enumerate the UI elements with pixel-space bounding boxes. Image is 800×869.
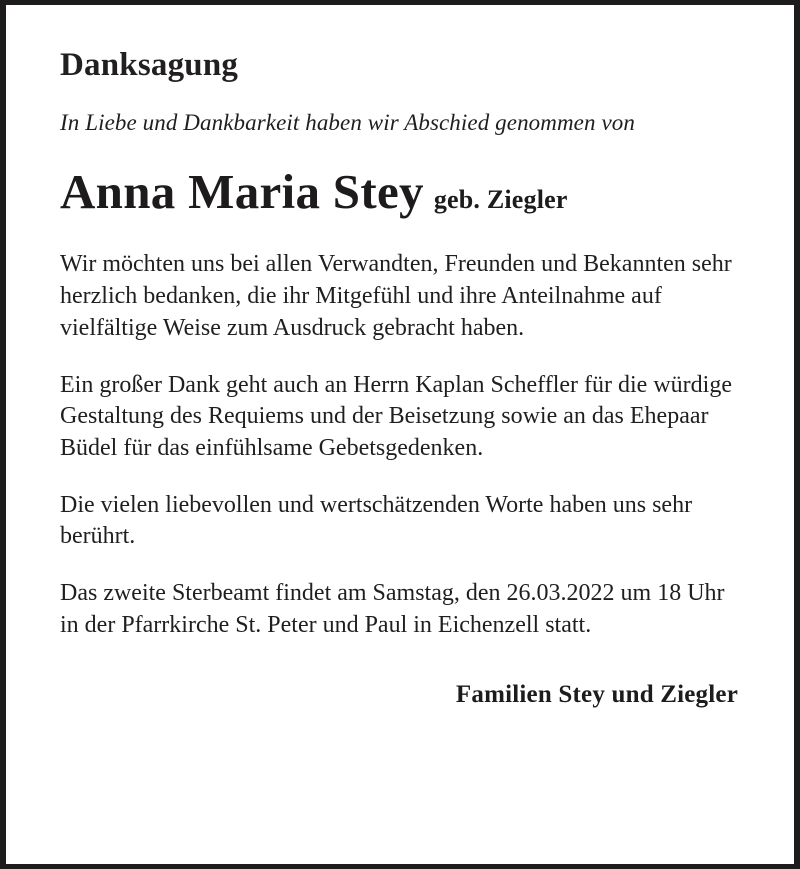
page-title: Danksagung xyxy=(60,47,239,83)
deceased-full-name: Anna Maria Stey xyxy=(60,164,424,220)
lead-in-text: In Liebe und Dankbarkeit haben wir Abschied genommen von xyxy=(60,110,635,136)
deceased-maiden-name: geb. Ziegler xyxy=(433,185,568,215)
family-signature: Familien Stey und Ziegler xyxy=(455,681,738,709)
body-paragraph-3: Die vielen liebevollen und wertschätzenden Worte haben uns sehr berührt. xyxy=(60,491,693,550)
notice-content xyxy=(6,5,794,864)
thank-you-body xyxy=(60,249,744,641)
body-paragraph-service-details: Das zweite Sterbeamt findet am Samstag, den 26.03.2022 um 18 Uhr in der Pfarrkirche St. Peter und Paul in Eichenzell statt. xyxy=(60,579,725,638)
deceased-name-line xyxy=(60,164,744,220)
body-paragraph-2: Ein großer Dank geht auch an Herrn Kaplan Scheffler für die würdige Gestaltung des Requiems und der Beisetzung sowie an das Ehepaar Büdel für das einfühlsame Gebetsgedenken. xyxy=(60,371,732,461)
body-paragraph-1: Wir möchten uns bei allen Verwandten, Freunden und Bekannten sehr herzlich bedanken, die ihr Mitgefühl und ihre Anteilnahme auf vielfältige Weise zum Ausdruck gebracht haben. xyxy=(60,251,732,341)
